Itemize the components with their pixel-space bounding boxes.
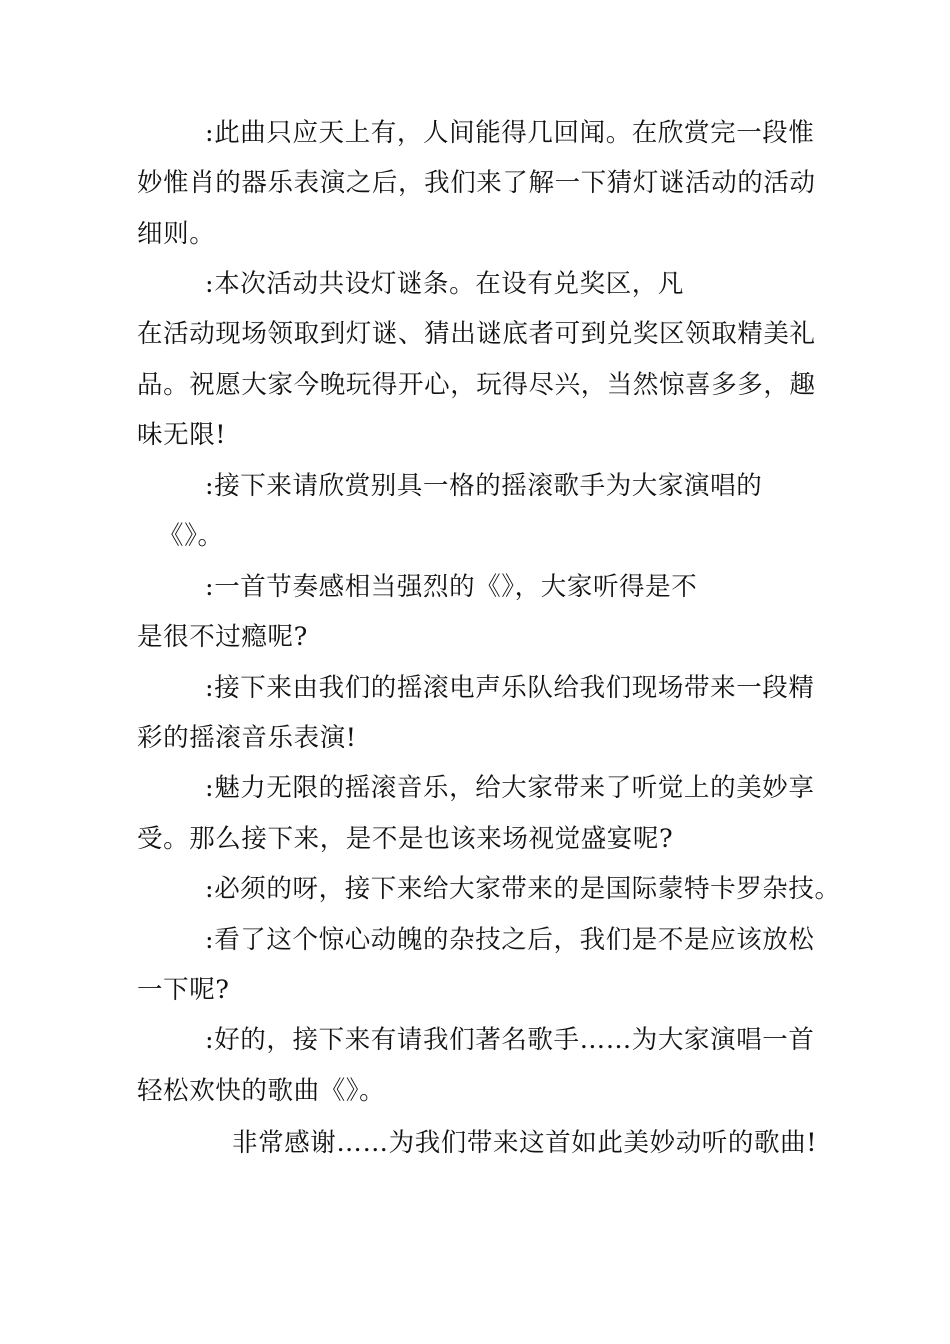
text-line-2: 妙惟肖的器乐表演之后，我们来了解一下猜灯谜活动的活动 [137, 168, 816, 198]
text-line-3: 细则。 [137, 219, 216, 249]
text-line-11: 是很不过瘾呢? [137, 622, 308, 652]
text-line-9: 《》。 [158, 521, 224, 551]
text-line-10: :一首节奏感相当强烈的《》，大家听得是不 [205, 572, 698, 602]
text-line-1: :此曲只应天上有，人间能得几回闻。在欣赏完一段惟 [205, 118, 815, 148]
text-line-17: :看了这个惊心动魄的杂技之后，我们是不是应该放松 [205, 925, 815, 955]
text-line-4: :本次活动共设灯谜条。在设有兑奖区，凡 [205, 269, 684, 299]
text-line-15: 受。那么接下来，是不是也该来场视觉盛宴呢? [137, 824, 674, 854]
text-line-20: 轻松欢快的歌曲《》。 [137, 1076, 386, 1106]
text-line-19: :好的，接下来有请我们著名歌手……为大家演唱一首 [205, 1025, 815, 1055]
text-line-7: 味无限! [137, 420, 227, 450]
text-line-5: 在活动现场领取到灯谜、猜出谜底者可到兑奖区领取精美礼 [137, 319, 816, 349]
text-line-14: :魅力无限的摇滚音乐，给大家带来了听觉上的美妙享 [205, 773, 815, 803]
text-line-13: 彩的摇滚音乐表演! [137, 723, 357, 753]
text-line-21: 非常感谢……为我们带来这首如此美妙动听的歌曲! [232, 1128, 818, 1158]
text-line-8: :接下来请欣赏别具一格的摇滚歌手为大家演唱的 [205, 471, 763, 501]
text-line-18: 一下呢? [137, 975, 230, 1005]
text-line-6: 品。祝愿大家今晚玩得开心，玩得尽兴，当然惊喜多多，趣 [137, 370, 816, 400]
text-line-12: :接下来由我们的摇滚电声乐队给我们现场带来一段精 [205, 673, 815, 703]
text-line-16: :必须的呀，接下来给大家带来的是国际蒙特卡罗杂技。 [205, 874, 841, 904]
